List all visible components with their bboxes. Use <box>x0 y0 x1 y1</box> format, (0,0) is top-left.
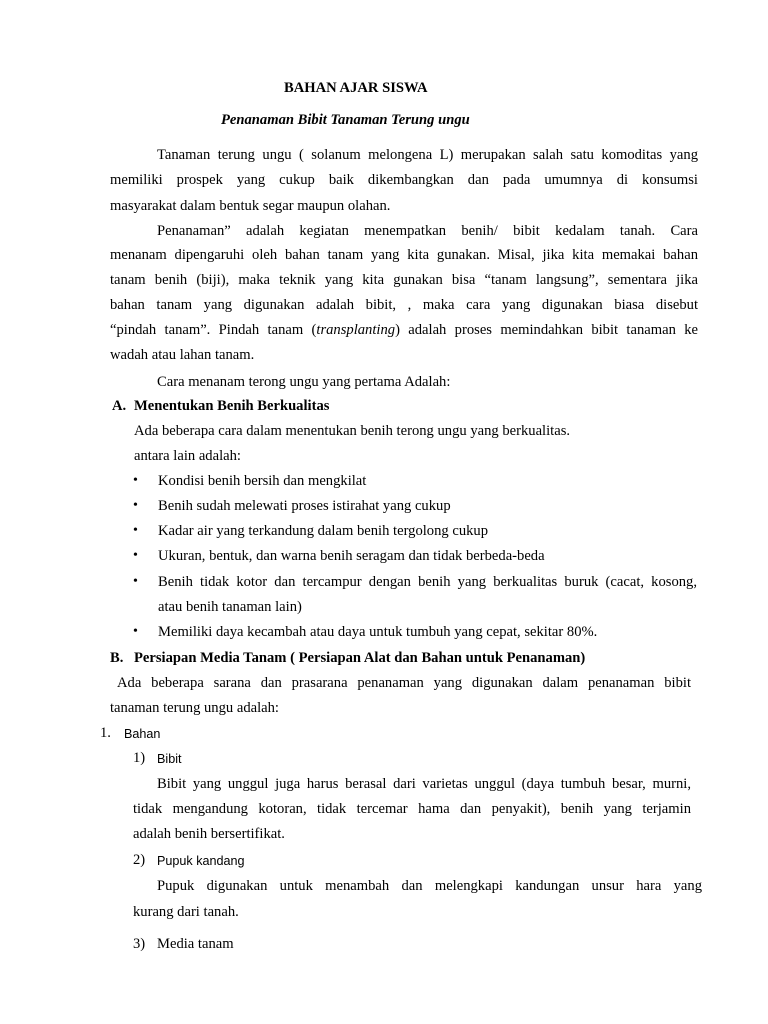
paragraph-line: tanam benih (biji), maka teknik yang kita gunakan bisa “tanam langsung”, sementara jika <box>110 272 698 288</box>
bullet-icon: • <box>133 473 138 488</box>
sub-list-heading: Bibit <box>157 752 182 766</box>
section-a-intro: Ada beberapa cara dalam menentukan benih terong ungu yang berkualitas. <box>134 423 571 439</box>
section-a-intro: antara lain adalah: <box>134 448 241 464</box>
paragraph-line: kurang dari tanah. <box>133 904 239 920</box>
bullet-icon: • <box>133 548 138 563</box>
bullet-icon: • <box>133 523 138 538</box>
paragraph-line: Tanaman terung ungu ( solanum melongena L) merupakan salah satu komoditas yang <box>157 147 698 163</box>
list-item: Benih sudah melewati proses istirahat yang cukup <box>158 498 451 514</box>
list-item: Benih tidak kotor dan tercampur dengan benih yang berkualitas buruk (cacat, kosong, <box>158 574 697 590</box>
sub-list-number: 3) <box>133 936 146 952</box>
bullet-icon: • <box>133 574 138 589</box>
section-b-marker: B. <box>110 650 124 666</box>
section-b-intro: Ada beberapa sarana dan prasarana penanaman yang digunakan dalam penanaman bibit <box>117 675 691 691</box>
paragraph-text: “pindah tanam”. Pindah tanam ( <box>110 322 317 338</box>
doc-subtitle: Penanaman Bibit Tanaman Terung ungu <box>221 112 470 128</box>
paragraph-line: bahan tanam yang digunakan adalah bibit, , maka cara yang digunakan biasa disebut <box>110 297 698 313</box>
paragraph-line: adalah benih bersertifikat. <box>133 826 285 842</box>
bullet-icon: • <box>133 624 138 639</box>
section-a-heading: Menentukan Benih Berkualitas <box>134 398 330 414</box>
list-number: 1. <box>100 725 111 741</box>
paragraph-line: Bibit yang unggul juga harus berasal dari varietas unggul (daya tumbuh besar, murni, <box>157 776 691 792</box>
sub-list-heading: Media tanam <box>157 936 234 952</box>
paragraph-line: tidak mengandung kotoran, tidak tercemar hama dan penyakit), benih yang terjamin <box>133 801 691 817</box>
paragraph-line: Pupuk digunakan untuk menambah dan melengkapi kandungan unsur hara yang <box>157 878 702 894</box>
bullet-icon: • <box>133 498 138 513</box>
paragraph-line: masyarakat dalam bentuk segar maupun olahan. <box>110 198 391 214</box>
sub-list-number: 2) <box>133 852 146 868</box>
list-item: Kadar air yang terkandung dalam benih tergolong cukup <box>158 523 489 539</box>
paragraph-text: ) adalah proses memindahkan bibit tanaman ke <box>395 322 698 338</box>
paragraph-line: Cara menanam terong ungu yang pertama Adalah: <box>157 374 451 390</box>
list-heading: Bahan <box>124 727 161 741</box>
section-b-intro: tanaman terung ungu adalah: <box>110 700 279 716</box>
doc-title: BAHAN AJAR SISWA <box>284 80 428 96</box>
paragraph-line: menanam dipengaruhi oleh bahan tanam yang kita gunakan. Misal, jika kita memakai bahan <box>110 247 698 263</box>
italic-term: transplanting <box>316 322 396 338</box>
paragraph-line: Penanaman” adalah kegiatan menempatkan benih/ bibit kedalam tanah. Cara <box>157 223 698 239</box>
section-a-marker: A. <box>112 398 127 414</box>
paragraph-line <box>110 321 698 339</box>
sub-list-heading: Pupuk kandang <box>157 854 245 868</box>
list-item: Ukuran, bentuk, dan warna benih seragam dan tidak berbeda-beda <box>158 548 545 564</box>
list-item: Memiliki daya kecambah atau daya untuk tumbuh yang cepat, sekitar 80%. <box>158 624 598 640</box>
paragraph-line: memiliki prospek yang cukup baik dikembangkan dan pada umumnya di konsumsi <box>110 172 698 188</box>
list-item-continuation: atau benih tanaman lain) <box>158 599 302 615</box>
list-item: Kondisi benih bersih dan mengkilat <box>158 473 367 489</box>
section-b-heading: Persiapan Media Tanam ( Persiapan Alat dan Bahan untuk Penanaman) <box>134 650 586 666</box>
paragraph-line: wadah atau lahan tanam. <box>110 347 255 363</box>
sub-list-number: 1) <box>133 750 146 766</box>
